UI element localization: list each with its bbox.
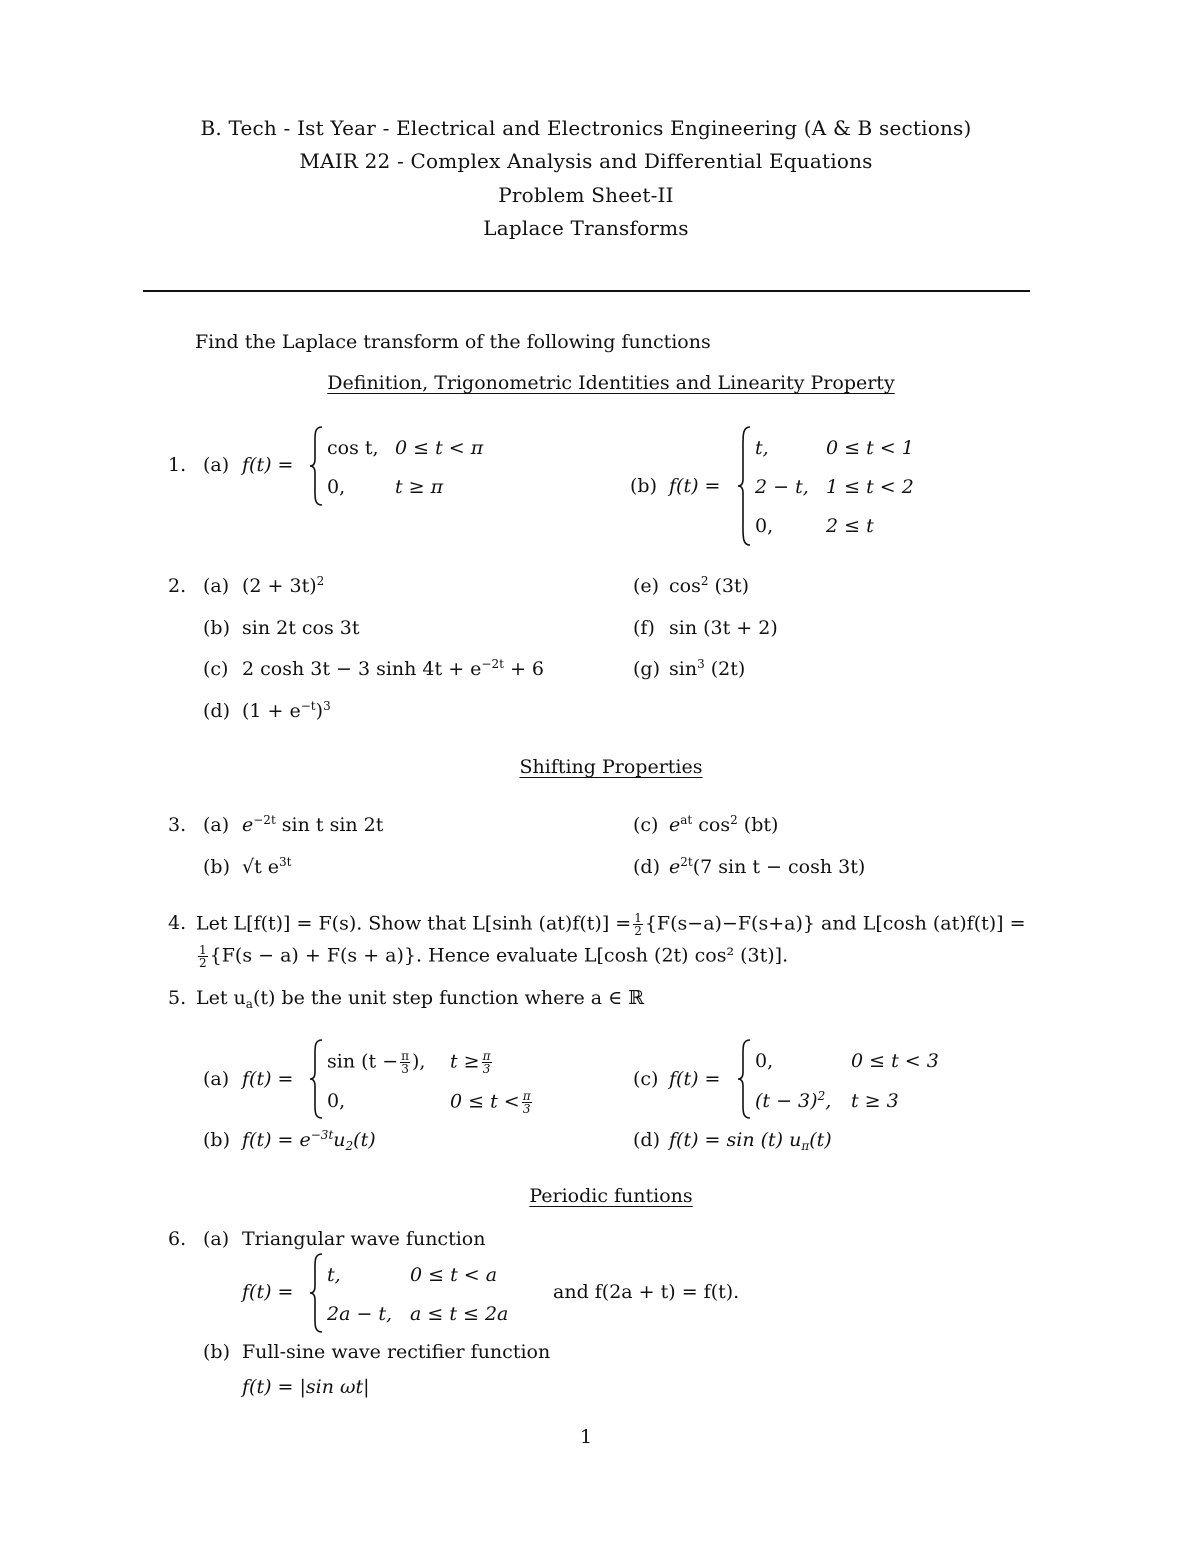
p3b-pre: √t e [242, 856, 280, 878]
p1a-row1-expr: cos t, [327, 437, 379, 459]
part-label-a: (a) [203, 1068, 230, 1090]
p5b-post: (t) [353, 1129, 376, 1151]
p5c-row1-cond: 0 ≤ t < 3 [851, 1050, 939, 1072]
problem-number-2: 2. [168, 575, 187, 597]
part-label-a: (a) [203, 575, 230, 597]
p6a-periodic-condition: and f(2a + t) = f(t). [553, 1281, 740, 1303]
p1b-row2-cond: 1 ≤ t < 2 [826, 476, 914, 498]
p3c-expr [669, 814, 778, 836]
p3b-exponent: 3t [279, 855, 292, 869]
problem-number-6: 6. [168, 1228, 187, 1250]
p1b-row1-cond: 0 ≤ t < 1 [826, 437, 914, 459]
p1b-row3-cond: 2 ≤ t [826, 515, 874, 537]
part-label-f: (f) [633, 617, 655, 639]
part-label-a: (a) [203, 454, 230, 476]
p4-line2 [196, 944, 788, 969]
part-label-b: (b) [203, 856, 230, 878]
p5b-expr [242, 1129, 376, 1151]
p2c-pre: 2 cosh 3t − 3 sinh 4t + e [242, 658, 482, 680]
p1b-lhs: f(t) = [669, 475, 721, 497]
p2e-pre: cos [669, 575, 701, 597]
p3a-pre: e [242, 814, 254, 836]
p5b-exponent: −3t [310, 1128, 334, 1142]
p2c-expr [242, 658, 544, 680]
p5-intro-sub: a [245, 997, 253, 1011]
left-brace-icon [737, 425, 753, 547]
p3c-pre: e [669, 814, 681, 836]
p2g-expr [669, 658, 745, 680]
p5a-lhs: f(t) = [242, 1068, 294, 1090]
p2e-post: (3t) [708, 575, 750, 597]
fraction-half: $\frac{1}{2}$ [634, 911, 642, 938]
part-label-d: (d) [633, 1129, 660, 1151]
p2b-expr: sin 2t cos 3t [242, 617, 360, 639]
p2c-exponent: −2t [481, 657, 504, 671]
p3d-expr [669, 856, 865, 878]
page-number: 1 [579, 1426, 593, 1448]
p2d-pre: (1 + e [242, 700, 301, 722]
left-brace-icon [309, 425, 325, 507]
part-label-c: (c) [203, 658, 229, 680]
p6a-lhs: f(t) = [242, 1281, 294, 1303]
part-label-d: (d) [633, 856, 660, 878]
p5d-sub: π [801, 1139, 810, 1153]
part-label-d: (d) [203, 700, 230, 722]
part-label-e: (e) [633, 575, 660, 597]
fraction-pi-third: $\frac{\pi}{3}$ [482, 1049, 491, 1076]
p1a-lhs: f(t) = [242, 454, 294, 476]
p6a-row1-expr: t, [327, 1264, 341, 1286]
p3c-exponent2: 2 [730, 813, 738, 827]
p3d-exponent: 2t [680, 855, 693, 869]
section-heading-definition: Definition, Trigonometric Identities and Linearity Property [327, 372, 895, 394]
p1b-row2-expr: 2 − t, [755, 476, 809, 498]
p6a-row2-cond: a ≤ t ≤ 2a [410, 1303, 509, 1325]
fraction-pi-third: $\frac{\pi}{3}$ [401, 1049, 410, 1076]
p6a-row1-cond: 0 ≤ t < a [410, 1264, 498, 1286]
p3d-post: (7 sin t − cosh 3t) [692, 856, 866, 878]
section-heading-periodic: Periodic funtions [529, 1185, 693, 1207]
part-label-c: (c) [633, 1068, 659, 1090]
p5c-row2-exponent: 2 [817, 1089, 826, 1103]
problem-number-3: 3. [168, 814, 187, 836]
p5a-row1-pre: sin (t − [327, 1050, 399, 1073]
p2c-post: + 6 [503, 658, 545, 680]
p5a-row2-cond [450, 1090, 534, 1115]
left-brace-icon [309, 1252, 325, 1334]
problem-number-4: 4. [168, 912, 187, 934]
horizontal-rule [143, 290, 1030, 292]
p5b-sub: 2 [345, 1139, 354, 1153]
p2e-expr [669, 575, 749, 597]
left-brace-icon [309, 1038, 325, 1120]
p2f-expr: sin (3t + 2) [669, 617, 778, 639]
p2a-base: (2 + 3t) [242, 575, 317, 597]
p3a-post: sin t sin 2t [275, 814, 384, 836]
p1a-row2-expr: 0, [327, 476, 346, 498]
part-label-b: (b) [203, 617, 230, 639]
part-label-g: (g) [633, 658, 660, 680]
p2d-mid: ) [315, 700, 324, 722]
p5a-row1-cond-pre: t ≥ [450, 1050, 480, 1073]
p2e-exponent: 2 [700, 574, 709, 588]
p2g-post: (2t) [704, 658, 746, 680]
header-line-1: B. Tech - Ist Year - Electrical and Electronics Engineering (A & B sections) [200, 116, 972, 140]
p5-intro-post: (t) be the unit step function where a ∈ ℝ [252, 987, 645, 1009]
p5d-expr [669, 1129, 832, 1151]
left-brace-icon [737, 1038, 753, 1120]
p4-line2-text: {F(s − a) + F(s + a)}. Hence evaluate L[cosh (2t) cos² (3t)]. [209, 944, 789, 967]
p5a-row2-cond-pre: 0 ≤ t < [450, 1090, 520, 1113]
p2g-exponent: 3 [697, 657, 705, 671]
p3a-expr [242, 814, 383, 836]
p3a-exponent: −2t [253, 813, 276, 827]
problem-number-5: 5. [168, 987, 187, 1009]
p3c-exponent: at [680, 813, 693, 827]
p4-line1-b: {F(s−a)−F(s+a)} and L[cosh (at)f(t)] = [644, 912, 1026, 935]
p5a-row1-post: ), [412, 1050, 426, 1073]
intro-text: Find the Laplace transform of the following functions [195, 331, 711, 353]
p5c-row2-post: , [825, 1090, 832, 1112]
p5a-row1-expr [327, 1050, 425, 1075]
p2d-expr [242, 700, 331, 722]
part-label-b: (b) [203, 1129, 230, 1151]
header-line-4: Laplace Transforms [483, 216, 689, 240]
p5d-post: (t) [809, 1129, 832, 1151]
p4-line1-a: Let L[f(t)] = F(s). Show that L[sinh (at)f(t)] = [196, 912, 632, 935]
p3d-pre: e [669, 856, 681, 878]
p5a-row1-cond [450, 1050, 494, 1075]
p5c-row1-expr: 0, [755, 1050, 774, 1072]
header-line-2: MAIR 22 - Complex Analysis and Differential Equations [299, 149, 873, 173]
part-label-a: (a) [203, 1228, 230, 1250]
p6a-title: Triangular wave function [242, 1228, 486, 1250]
p5c-row2-cond: t ≥ 3 [851, 1090, 899, 1112]
fraction-half: $\frac{1}{2}$ [199, 943, 207, 970]
p2a-exponent: 2 [316, 574, 325, 588]
p1a-row1-cond: 0 ≤ t < π [395, 437, 484, 459]
part-label-c: (c) [633, 814, 659, 836]
p3c-mid: cos [692, 814, 731, 836]
p5d-pre: f(t) = sin (t) u [669, 1129, 802, 1151]
p5-intro [196, 987, 644, 1009]
p1b-row1-expr: t, [755, 437, 769, 459]
p4-line1 [196, 912, 1026, 937]
part-label-b: (b) [203, 1341, 230, 1363]
p3c-post: (bt) [737, 814, 779, 836]
p5c-row2-expr [755, 1090, 831, 1112]
p2d-exponent-outer: 3 [323, 699, 331, 713]
section-heading-shifting: Shifting Properties [519, 756, 703, 778]
p1a-row2-cond: t ≥ π [395, 476, 444, 498]
p6b-equation: f(t) = |sin ωt| [242, 1376, 370, 1398]
p1b-row3-expr: 0, [755, 515, 774, 537]
p5b-pre: f(t) = e [242, 1129, 311, 1151]
p5a-row2-expr: 0, [327, 1090, 346, 1112]
problem-number-1: 1. [168, 454, 187, 476]
p2g-pre: sin [669, 658, 698, 680]
p5c-lhs: f(t) = [669, 1068, 721, 1090]
fraction-pi-third: $\frac{\pi}{3}$ [522, 1089, 531, 1116]
header-line-3: Problem Sheet-II [498, 183, 674, 207]
p6a-row2-expr: 2a − t, [327, 1303, 393, 1325]
part-label-a: (a) [203, 814, 230, 836]
part-label-b: (b) [630, 475, 657, 497]
p5c-row2-pre: (t − 3) [755, 1090, 818, 1112]
p2d-exponent: −t [300, 699, 316, 713]
p2a-expr [242, 575, 324, 597]
p6b-title: Full-sine wave rectifier function [242, 1341, 551, 1363]
p3b-expr [242, 856, 292, 878]
p5b-mid: u [333, 1129, 346, 1151]
p5-intro-pre: Let u [196, 987, 246, 1009]
